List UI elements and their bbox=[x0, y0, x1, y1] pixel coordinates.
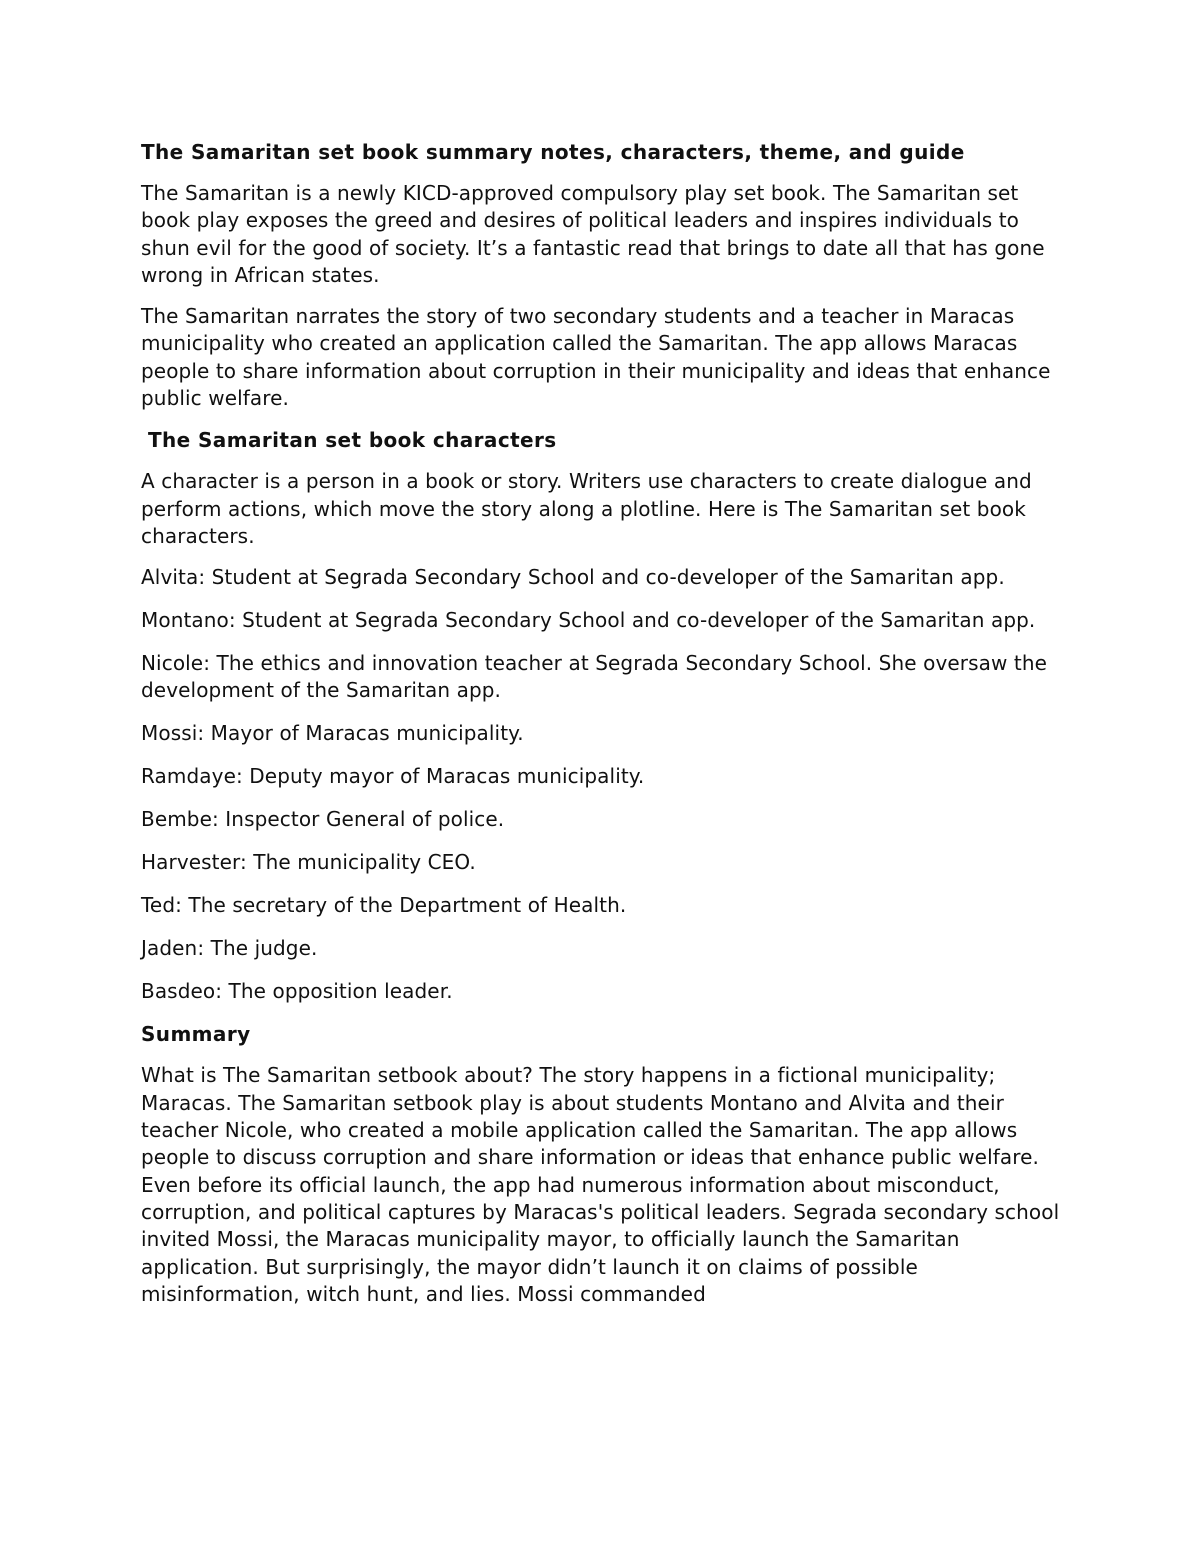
character-item: Basdeo: The opposition leader. bbox=[141, 978, 453, 1003]
intro-paragraph: The Samaritan narrates the story of two secondary students and a teacher in Maracas municipality who created an application called the Samaritan. The app allows Maracas people to share information about corruption in their municipality and ideas that enhance public welfare. bbox=[141, 304, 1051, 411]
document-title: The Samaritan set book summary notes, characters, theme, and guide bbox=[141, 140, 965, 164]
character-item: Nicole: The ethics and innovation teacher at Segrada Secondary School. She oversaw the development of the Samaritan app. bbox=[141, 651, 1048, 703]
character-item: Harvester: The municipality CEO. bbox=[141, 849, 476, 874]
characters-intro: A character is a person in a book or story. Writers use characters to create dialogue and perform actions, which move the story along a plotline. Here is The Samaritan set book characters. bbox=[141, 469, 1032, 548]
character-item: Montano: Student at Segrada Secondary School and co-developer of the Samaritan app. bbox=[141, 608, 1036, 633]
character-list bbox=[141, 564, 1061, 1005]
character-item: Mossi: Mayor of Maracas municipality. bbox=[141, 721, 524, 746]
character-item: Ramdaye: Deputy mayor of Maracas municipality. bbox=[141, 764, 645, 789]
character-item: Ted: The secretary of the Department of Health. bbox=[141, 892, 627, 917]
summary-paragraph: What is The Samaritan setbook about? The story happens in a fictional municipality; Maracas. The Samaritan setbook play is about students Montano and Alvita and their teacher Nicole, who created a mobile application called the Samaritan. The app allows people to discuss corruption and share information or ideas that enhance public welfare. Even before its official launch, the app had numerous information about misconduct, corruption, and political captures by Maracas's political leaders. Segrada secondary school invited Mossi, the Maracas municipality mayor, to officially launch the Samaritan application. But surprisingly, the mayor didn’t launch it on claims of possible misinformation, witch hunt, and lies. Mossi commanded bbox=[141, 1063, 1060, 1306]
character-item: Alvita: Student at Segrada Secondary School and co-developer of the Samaritan app. bbox=[141, 565, 1005, 590]
character-item: Bembe: Inspector General of police. bbox=[141, 807, 505, 832]
intro-paragraph: The Samaritan is a newly KICD-approved compulsory play set book. The Samaritan set book play exposes the greed and desires of political leaders and inspires individuals to shun evil for the good of society. It’s a fantastic read that brings to date all that has gone wrong in African states. bbox=[141, 181, 1045, 287]
summary-heading: Summary bbox=[141, 1022, 251, 1047]
characters-heading: The Samaritan set book characters bbox=[148, 428, 557, 453]
document-page bbox=[141, 138, 1061, 1322]
character-item: Jaden: The judge. bbox=[141, 935, 318, 960]
